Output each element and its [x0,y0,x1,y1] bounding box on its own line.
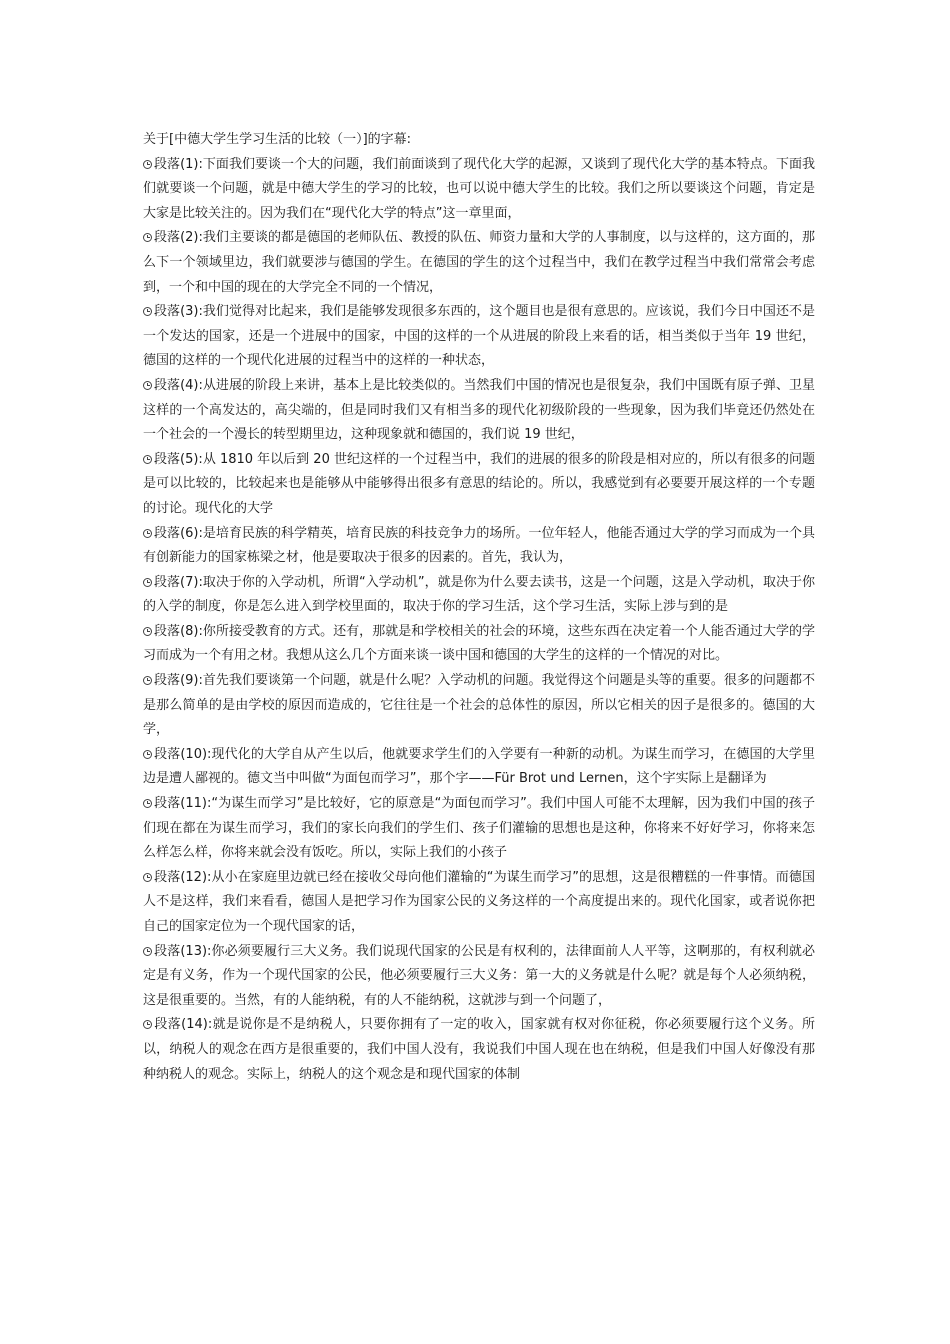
segment-label: 段落(11): [154,796,212,812]
segment-text: 下面我们要谈一个大的问题，我们前面谈到了现代化大学的起源，又谈到了现代化大学的基本特点。下面我们就要谈一个问题，就是中德大学生的学习的比较，也可以说中德大学生的比较。我们之所以要谈这个问题，肯定是大家是比较关注的。因为我们在“现代化大学的特点”这一章里面， [143,156,815,221]
clock-icon [143,529,152,538]
segment-label: 段落(9): [154,673,203,689]
segment-label: 段落(5): [154,451,203,467]
clock-icon [143,160,152,169]
segment-label: 段落(1): [154,156,203,172]
segment-text: 从小在家庭里边就已经在接收父母向他们灌输的“为谋生而学习”的思想，这是很糟糕的一件事情。而德国人不是这样，我们来看看，德国人是把学习作为国家公民的义务这样的一个高度提出来的。现代化国家，或者说你把自己的国家定位为一个现代国家的话， [143,869,815,934]
clock-icon [143,307,152,316]
segment-label: 段落(6): [154,525,203,541]
segment-label: 段落(3): [154,304,203,320]
segment-paragraph [143,792,815,866]
clock-icon [143,1020,152,1029]
segment-text: “为谋生而学习”是比较好，它的原意是“为面包而学习”。我们中国人可能不太理解，因为我们中国的孩子们现在都在为谋生而学习，我们的家长向我们的学生们、孩子们灌输的思想也是这种，你将来不好好学习，你将来怎么样怎么样，你将来就会没有饭吃。所以，实际上我们的小孩子 [143,796,815,861]
segment-text: 就是说你是不是纳税人，只要你拥有了一定的收入，国家就有权对你征税，你必须要履行这个义务。所以，纳税人的观念在西方是很重要的，我们中国人没有，我说我们中国人现在也在纳税，但是我们中国人好像没有那种纳税人的观念。实际上，纳税人的这个观念是和现代国家的体制 [143,1017,815,1082]
segment-label: 段落(4): [154,377,203,393]
segment-list [143,153,815,1088]
document-body [143,128,815,1087]
segment-paragraph [143,374,815,448]
clock-icon [143,578,152,587]
segment-text: 首先我们要谈第一个问题，就是什么呢？入学动机的问题。我觉得这个问题是头等的重要。很多的问题都不是那么简单的是由学校的原因而造成的，它往往是一个社会的总体性的原因，所以它相关的因子是很多的。德国的大学， [143,673,815,738]
segment-paragraph [143,300,815,374]
segment-text: 是培育民族的科学精英，培育民族的科技竞争力的场所。一位年轻人，他能否通过大学的学习而成为一个具有创新能力的国家栋梁之材，他是要取决于很多的因素的。首先，我认为， [143,525,815,566]
segment-paragraph [143,448,815,522]
segment-paragraph [143,743,815,792]
clock-icon [143,676,152,685]
segment-paragraph [143,620,815,669]
clock-icon [143,627,152,636]
segment-text: 你必须要履行三大义务。我们说现代国家的公民是有权利的，法律面前人人平等，这啊那的，有权利就必定是有义务，作为一个现代国家的公民，他必须要履行三大义务：第一大的义务就是什么呢？就是每个人必须纳税，这是很重要的。当然，有的人能纳税，有的人不能纳税，这就涉与到一个问题了， [143,943,815,1008]
segment-label: 段落(2): [154,230,203,246]
segment-paragraph [143,669,815,743]
segment-text: 你所接受教育的方式。还有，那就是和学校相关的社会的环境，这些东西在决定着一个人能否通过大学的学习而成为一个有用之材。我想从这么几个方面来谈一谈中国和德国的大学生的这样的一个情况的对比。 [143,623,815,664]
clock-icon [143,750,152,759]
segment-paragraph [143,226,815,300]
segment-text: 我们主要谈的都是德国的老师队伍、教授的队伍、师资力量和大学的人事制度，以与这样的，这方面的，那么下一个领域里边，我们就要涉与德国的学生。在德国的学生的这个过程当中，我们在教学过程当中我们常常会考虑到，一个和中国的现在的大学完全不同的一个情况， [143,230,815,295]
segment-text: 现代化的大学自从产生以后，他就要求学生们的入学要有一种新的动机。为谋生而学习，在德国的大学里边是遭人鄙视的。德文当中叫做“为面包而学习”，那个字——Für Brot und Lernen，这个字实际上是翻译为 [143,746,815,787]
segment-paragraph [143,1013,815,1087]
segment-text: 从进展的阶段上来讲，基本上是比较类似的。当然我们中国的情况也是很复杂，我们中国既有原子弹、卫星这样的一个高发达的，高尖端的，但是同时我们又有相当多的现代化初级阶段的一些现象，因为我们毕竟还仍然处在一个社会的一个漫长的转型期里边，这种现象就和德国的，我们说 19 世纪， [143,377,815,443]
segment-label: 段落(10): [154,746,212,762]
segment-paragraph [143,940,815,1014]
clock-icon [143,455,152,464]
segment-text: 我们觉得对比起来，我们是能够发现很多东西的，这个题目也是很有意思的。应该说，我们今日中国还不是一个发达的国家，还是一个进展中的国家，中国的这样的一个从进展的阶段上来看的话，相当类似于当年 19 世纪，德国的这样的一个现代化进展的过程当中的这样的一种状态， [143,304,815,369]
clock-icon [143,799,152,808]
segment-text: 取决于你的入学动机，所谓“入学动机”，就是你为什么要去读书，这是一个问题，这是入学动机，取决于你的入学的制度，你是怎么进入到学校里面的，取决于你的学习生活，这个学习生活，实际上涉与到的是 [143,574,815,615]
segment-text: 从 1810 年以后到 20 世纪这样的一个过程当中，我们的进展的很多的阶段是相对应的，所以有很多的问题是可以比较的，比较起来也是能够从中能够得出很多有意思的结论的。所以，我感觉到有必要要开展这样的一个专题的讨论。现代化的大学 [143,451,816,516]
clock-icon [143,873,152,882]
segment-label: 段落(12): [154,869,212,885]
segment-paragraph [143,571,815,620]
segment-paragraph [143,153,815,227]
document-title: 关于[中德大学生学习生活的比较（一）]的字幕: [143,132,412,147]
segment-paragraph [143,522,815,571]
segment-label: 段落(13): [154,943,212,959]
clock-icon [143,947,152,956]
clock-icon [143,381,152,390]
segment-label: 段落(7): [154,574,203,590]
segment-label: 段落(14): [154,1017,213,1033]
segment-paragraph [143,866,815,940]
clock-icon [143,233,152,242]
segment-label: 段落(8): [154,623,203,639]
